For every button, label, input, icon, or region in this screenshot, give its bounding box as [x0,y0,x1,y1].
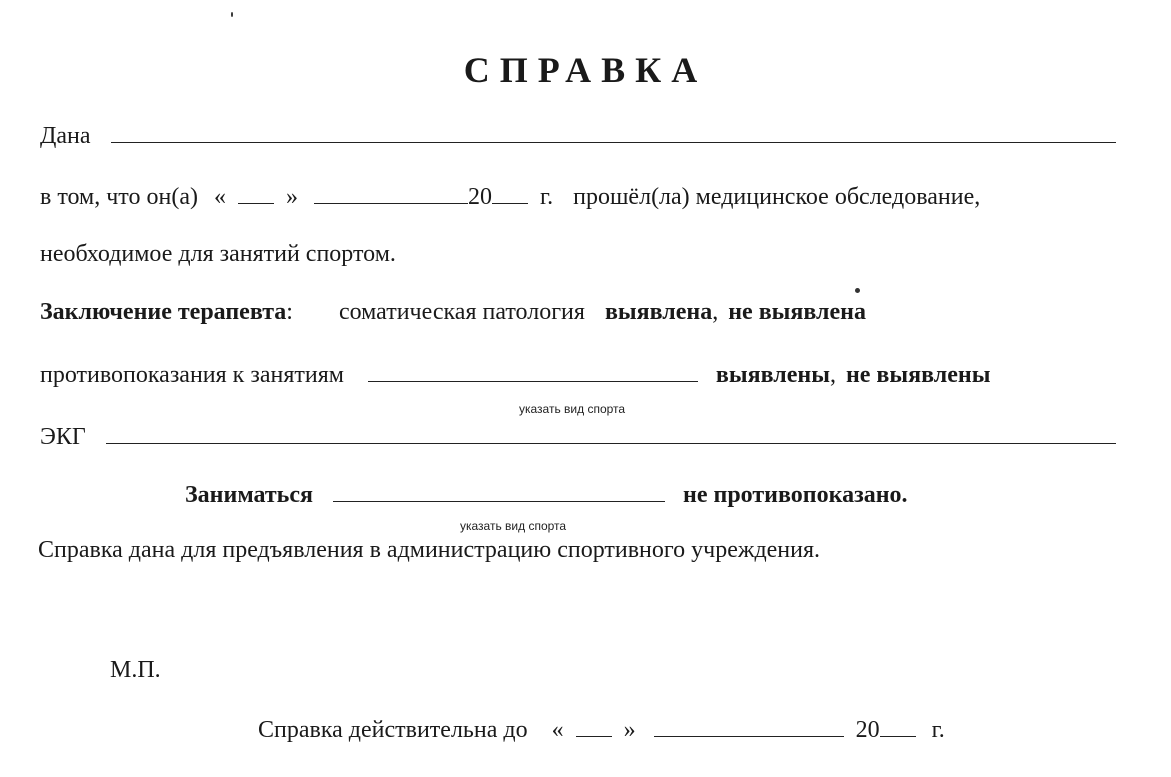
quote-open: « [551,717,564,743]
therapist-colon: : [286,299,293,325]
validity-year-prefix: 20 [855,717,880,743]
scan-speck [855,288,860,293]
exam-year-prefix: 20 [467,184,492,210]
exam-text-prefix: в том, что он(а) [40,184,198,210]
exam-day-field[interactable] [238,181,274,204]
validity-month-field[interactable] [654,714,844,737]
exam-date-line [40,181,980,211]
permission-sport-field[interactable] [333,479,665,502]
recipient-label: Дана [40,123,91,149]
contraindications-line [40,359,990,389]
pathology-separator: , [712,299,719,325]
purpose-line: необходимое для занятий спортом. [40,241,396,267]
ecg-label: ЭКГ [40,424,86,450]
validity-year-field[interactable] [880,714,916,737]
therapist-conclusion-label: Заключение терапевта [40,299,287,325]
contraindications-sport-field[interactable] [368,359,698,382]
validity-prefix: Справка действительна до [258,717,528,743]
contraindications-option-detected[interactable]: выявлены [715,362,830,388]
permission-line [185,479,908,509]
pathology-text: соматическая патология [338,299,585,325]
recipient-line [40,120,1116,150]
permission-text: не противопоказано. [683,482,908,508]
quote-close: » [623,717,636,743]
ecg-line [40,421,1116,451]
exam-year-field[interactable] [492,181,528,204]
sport-hint: указать вид спорта [519,402,626,416]
sport-hint: указать вид спорта [460,519,567,533]
quote-close: » [285,184,298,210]
pathology-option-detected[interactable]: выявлена [604,299,713,325]
exam-month-field[interactable] [314,181,468,204]
therapist-conclusion-line [40,298,866,326]
validity-day-field[interactable] [576,714,612,737]
quote-open: « [213,184,226,210]
scan-speck [231,12,233,17]
exam-year-suffix: г. [539,184,554,210]
validity-year-suffix: г. [931,717,945,743]
presentation-line: Справка дана для предъявления в администрацию спортивного учреждения. [38,537,821,563]
ecg-field[interactable] [106,421,1116,444]
exam-text: прошёл(ла) медицинское обследование, [573,184,981,210]
stamp-place-label: М.П. [110,657,161,683]
contraindications-text: противопоказания к занятиям [40,362,344,388]
contraindications-option-not-detected[interactable]: не выявлены [845,362,991,388]
permission-label: Заниматься [185,482,314,508]
document-title: СПРАВКА [463,50,708,90]
recipient-name-field[interactable] [111,120,1116,143]
contraindications-separator: , [829,362,836,388]
validity-line [258,714,945,744]
pathology-option-not-detected[interactable]: не выявлена [728,299,866,325]
